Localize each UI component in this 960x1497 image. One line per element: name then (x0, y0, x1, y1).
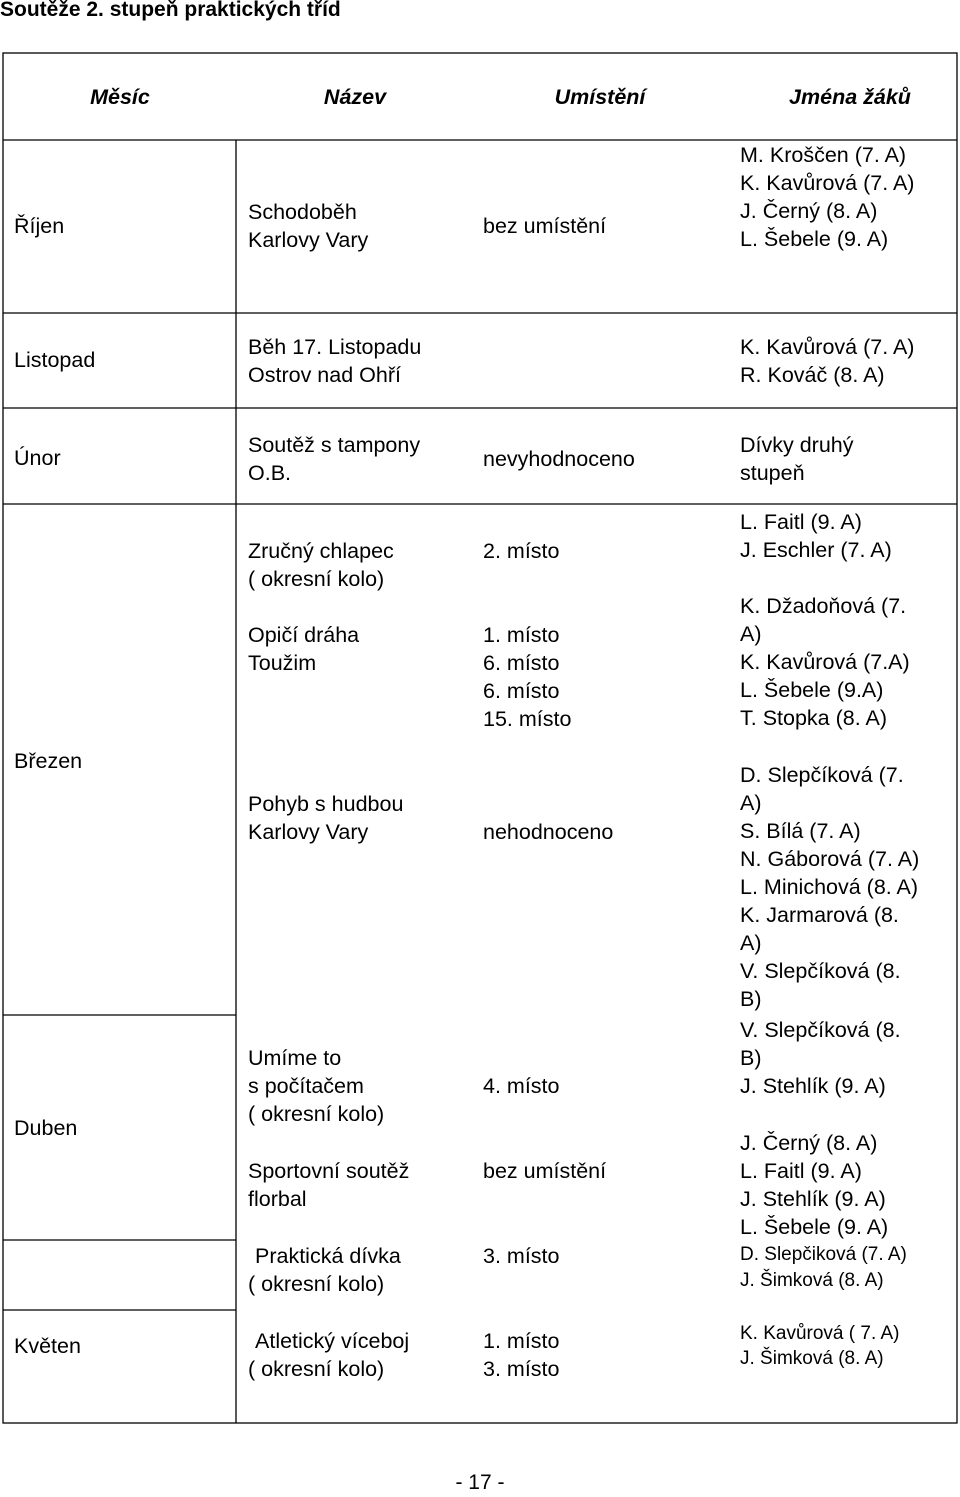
student-name: S. Bílá (7. A) (740, 819, 861, 843)
competition-name: Ostrov nad Ohří (248, 363, 401, 387)
header-students: Jména žáků (789, 85, 911, 109)
competition-name: Umíme to (248, 1046, 342, 1070)
student-name: R. Kováč (8. A) (740, 363, 885, 387)
student-name: A) (740, 931, 762, 955)
student-name: A) (740, 622, 762, 646)
competition-name: Zručný chlapec (248, 539, 394, 563)
competition-name: Soutěž s tampony (248, 433, 421, 457)
student-name: Dívky druhý (740, 433, 854, 457)
page-number: - 17 - (455, 1471, 505, 1494)
student-name: M. Kroščen (7. A) (740, 143, 907, 167)
month-cell: Říjen (14, 214, 65, 238)
student-name: T. Stopka (8. A) (740, 706, 887, 730)
student-name: L. Šebele (9.A) (740, 678, 884, 702)
placement-cell: 3. místo (483, 1244, 560, 1268)
student-name: K. Džadoňová (7. (740, 594, 907, 618)
student-name: K. Kavůrová (7.A) (740, 650, 910, 674)
student-name: J. Černý (8. A) (740, 199, 878, 223)
student-name: N. Gáborová (7. A) (740, 847, 920, 871)
competition-name: Sportovní soutěž (248, 1159, 410, 1183)
student-name: A) (740, 791, 762, 815)
competition-name: Opičí dráha (248, 623, 360, 647)
competition-name: ( okresní kolo) (248, 1272, 385, 1296)
competition-name: ( okresní kolo) (248, 1102, 385, 1126)
student-name: V. Slepčíková (8. (740, 1018, 901, 1042)
competition-name: s počítačem (248, 1074, 364, 1098)
competition-name: Toužim (248, 651, 317, 675)
student-name: L. Minichová (8. A) (740, 875, 919, 899)
student-name: J. Stehlík (9. A) (740, 1074, 886, 1098)
header-name: Název (323, 85, 387, 109)
month-cell: Listopad (14, 348, 96, 372)
placement-cell: 4. místo (483, 1074, 560, 1098)
student-name: J. Eschler (7. A) (740, 538, 892, 562)
student-name: D. Slepčíková (7. (740, 763, 904, 787)
competition-name: Praktická dívka (255, 1244, 401, 1268)
competition-name: Karlovy Vary (248, 820, 369, 844)
month-cell: Duben (14, 1116, 78, 1140)
student-name: L. Šebele (9. A) (740, 1215, 889, 1239)
student-name: B) (740, 987, 762, 1011)
placement-cell: 2. místo (483, 539, 560, 563)
student-name: stupeň (740, 461, 805, 485)
student-name: J. Šimková (8. A) (740, 1348, 884, 1369)
header-month: Měsíc (90, 85, 150, 109)
student-name: J. Černý (8. A) (740, 1131, 878, 1155)
competition-name: Schodoběh (248, 200, 357, 224)
competition-name: O.B. (248, 461, 292, 485)
placement-cell: 6. místo (483, 679, 560, 703)
competition-name: Karlovy Vary (248, 228, 369, 252)
competition-name: florbal (248, 1187, 307, 1211)
placement-cell: 3. místo (483, 1357, 560, 1381)
page-title: Soutěže 2. stupeň praktických tříd (0, 0, 341, 21)
month-cell: Březen (14, 749, 83, 773)
student-name: K. Kavůrová ( 7. A) (740, 1323, 900, 1344)
competition-name: ( okresní kolo) (248, 567, 385, 591)
competition-name: Pohyb s hudbou (248, 792, 404, 816)
competition-name: Běh 17. Listopadu (248, 335, 422, 359)
placement-cell: nehodnoceno (483, 820, 614, 844)
placement-cell: nevyhodnoceno (483, 447, 635, 471)
student-name: K. Kavůrová (7. A) (740, 171, 915, 195)
competition-name: Atletický víceboj (255, 1329, 410, 1353)
student-name: D. Slepčiková (7. A) (740, 1244, 907, 1265)
student-name: L. Faitl (9. A) (740, 1159, 862, 1183)
student-name: L. Faitl (9. A) (740, 510, 862, 534)
placement-cell: 1. místo (483, 1329, 560, 1353)
placement-cell: bez umístění (483, 1159, 607, 1183)
month-cell: Květen (14, 1334, 81, 1358)
placement-cell: 1. místo (483, 623, 560, 647)
student-name: J. Šimková (8. A) (740, 1270, 884, 1291)
student-name: K. Jarmarová (8. (740, 903, 899, 927)
placement-cell: bez umístění (483, 214, 607, 238)
student-name: B) (740, 1046, 762, 1070)
placement-cell: 15. místo (483, 707, 572, 731)
student-name: K. Kavůrová (7. A) (740, 335, 915, 359)
competition-name: ( okresní kolo) (248, 1357, 385, 1381)
month-cell: Únor (14, 446, 61, 470)
student-name: V. Slepčíková (8. (740, 959, 901, 983)
student-name: J. Stehlík (9. A) (740, 1187, 886, 1211)
placement-cell: 6. místo (483, 651, 560, 675)
student-name: L. Šebele (9. A) (740, 227, 889, 251)
header-placement: Umístění (554, 85, 646, 109)
